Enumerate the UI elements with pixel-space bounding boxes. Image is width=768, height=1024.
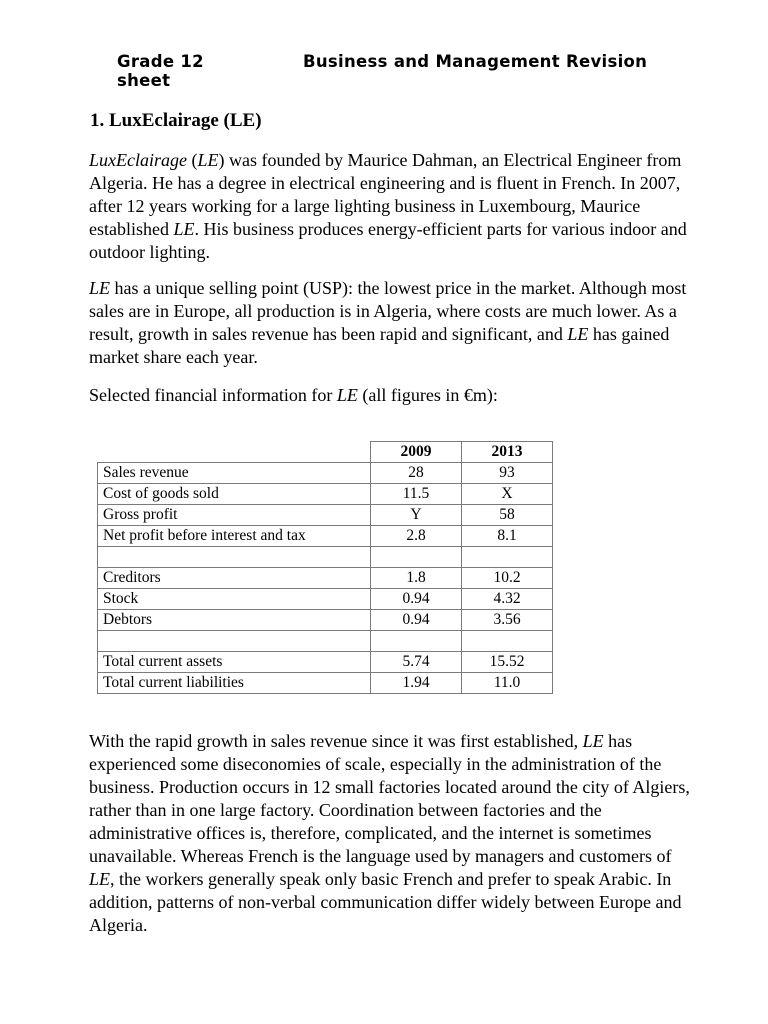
value-2009: 0.94 xyxy=(371,589,462,610)
italic-text: LE xyxy=(197,150,219,170)
value-2013: 4.32 xyxy=(462,589,553,610)
text-run: ( xyxy=(186,150,198,170)
table-row xyxy=(98,589,553,610)
row-label: Stock xyxy=(98,589,371,610)
text-run: has experienced some diseconomies of scale, especially in the administration of the business. Production occurs in 12 small factories located around the city of Algiers, rather than in one large factory. Coordination between factories and the administrative offices is, therefore, complicated, and the internet is sometimes unavailable. Whereas French is the language used by managers and customers of xyxy=(89,731,690,866)
table-corner-cell xyxy=(98,442,371,463)
row-label: Net profit before interest and tax xyxy=(98,526,371,547)
sheet-label: sheet xyxy=(117,71,171,90)
row-label: Sales revenue xyxy=(98,463,371,484)
value-2009: 11.5 xyxy=(371,484,462,505)
table-body xyxy=(98,463,553,694)
value-2013: 93 xyxy=(462,463,553,484)
text-run: Selected financial information for xyxy=(89,385,337,405)
table-row xyxy=(98,463,553,484)
value-2013: X xyxy=(462,484,553,505)
financial-table-wrapper xyxy=(97,441,553,694)
paragraph-intro xyxy=(89,149,694,264)
value-2013 xyxy=(462,631,553,652)
value-2013: 11.0 xyxy=(462,673,553,694)
text-run: . His business produces energy-efficient parts for various indoor and outdoor lighting. xyxy=(89,219,687,262)
financial-table xyxy=(97,441,553,694)
row-label xyxy=(98,547,371,568)
grade-label: Grade 12 xyxy=(117,52,204,71)
row-label xyxy=(98,631,371,652)
italic-text: LE xyxy=(336,385,358,405)
value-2009 xyxy=(371,631,462,652)
italic-text: LE xyxy=(89,278,111,298)
table-row xyxy=(98,610,553,631)
value-2013: 15.52 xyxy=(462,652,553,673)
value-2009: 0.94 xyxy=(371,610,462,631)
row-label: Total current liabilities xyxy=(98,673,371,694)
value-2013: 3.56 xyxy=(462,610,553,631)
value-2013: 58 xyxy=(462,505,553,526)
value-2009: 1.8 xyxy=(371,568,462,589)
text-run: (all figures in €m): xyxy=(357,385,498,405)
table-row xyxy=(98,568,553,589)
value-2009: 2.8 xyxy=(371,526,462,547)
value-2013 xyxy=(462,547,553,568)
value-2013: 10.2 xyxy=(462,568,553,589)
table-row xyxy=(98,652,553,673)
value-2009 xyxy=(371,547,462,568)
table-header-row xyxy=(98,442,553,463)
text-run: ) was founded by Maurice Dahman, an Electrical Engineer from Algeria. He has a degree in electrical engineering and is fluent in French. In 2007, after 12 years working for a large lighting business in Luxembourg, Maurice established xyxy=(89,150,682,239)
table-spacer-row xyxy=(98,631,553,652)
italic-text: LE xyxy=(89,869,111,889)
text-run: With the rapid growth in sales revenue since it was first established, xyxy=(89,731,583,751)
value-2013: 8.1 xyxy=(462,526,553,547)
table-row xyxy=(98,526,553,547)
value-2009: Y xyxy=(371,505,462,526)
paragraph-diseconomies xyxy=(89,730,694,937)
italic-text: LE xyxy=(567,324,589,344)
text-run: , the workers generally speak only basic French and prefer to speak Arabic. In addition, patterns of non-verbal communication differ widely between Europe and Algeria. xyxy=(89,869,682,935)
table-row xyxy=(98,505,553,526)
row-label: Debtors xyxy=(98,610,371,631)
table-row xyxy=(98,673,553,694)
subject-title: Business and Management Revision xyxy=(303,52,648,71)
table-row xyxy=(98,484,553,505)
table-spacer-row xyxy=(98,547,553,568)
column-header-2009: 2009 xyxy=(371,442,462,463)
row-label: Cost of goods sold xyxy=(98,484,371,505)
row-label: Total current assets xyxy=(98,652,371,673)
row-label: Gross profit xyxy=(98,505,371,526)
value-2009: 28 xyxy=(371,463,462,484)
value-2009: 1.94 xyxy=(371,673,462,694)
italic-text: LuxEclairage xyxy=(89,150,187,170)
text-run: has gained market share each year. xyxy=(89,324,670,367)
section-title: 1. LuxEclairage (LE) xyxy=(90,110,262,131)
row-label: Creditors xyxy=(98,568,371,589)
italic-text: LE xyxy=(582,731,604,751)
column-header-2013: 2013 xyxy=(462,442,553,463)
text-run: has a unique selling point (USP): the lowest price in the market. Although most sales are in Europe, all production is in Algeria, where costs are much lower. As a result, growth in sales revenue has been rapid and significant, and xyxy=(89,278,687,344)
italic-text: LE xyxy=(173,219,195,239)
value-2009: 5.74 xyxy=(371,652,462,673)
paragraph-financial-intro xyxy=(89,384,694,407)
paragraph-usp xyxy=(89,277,694,369)
